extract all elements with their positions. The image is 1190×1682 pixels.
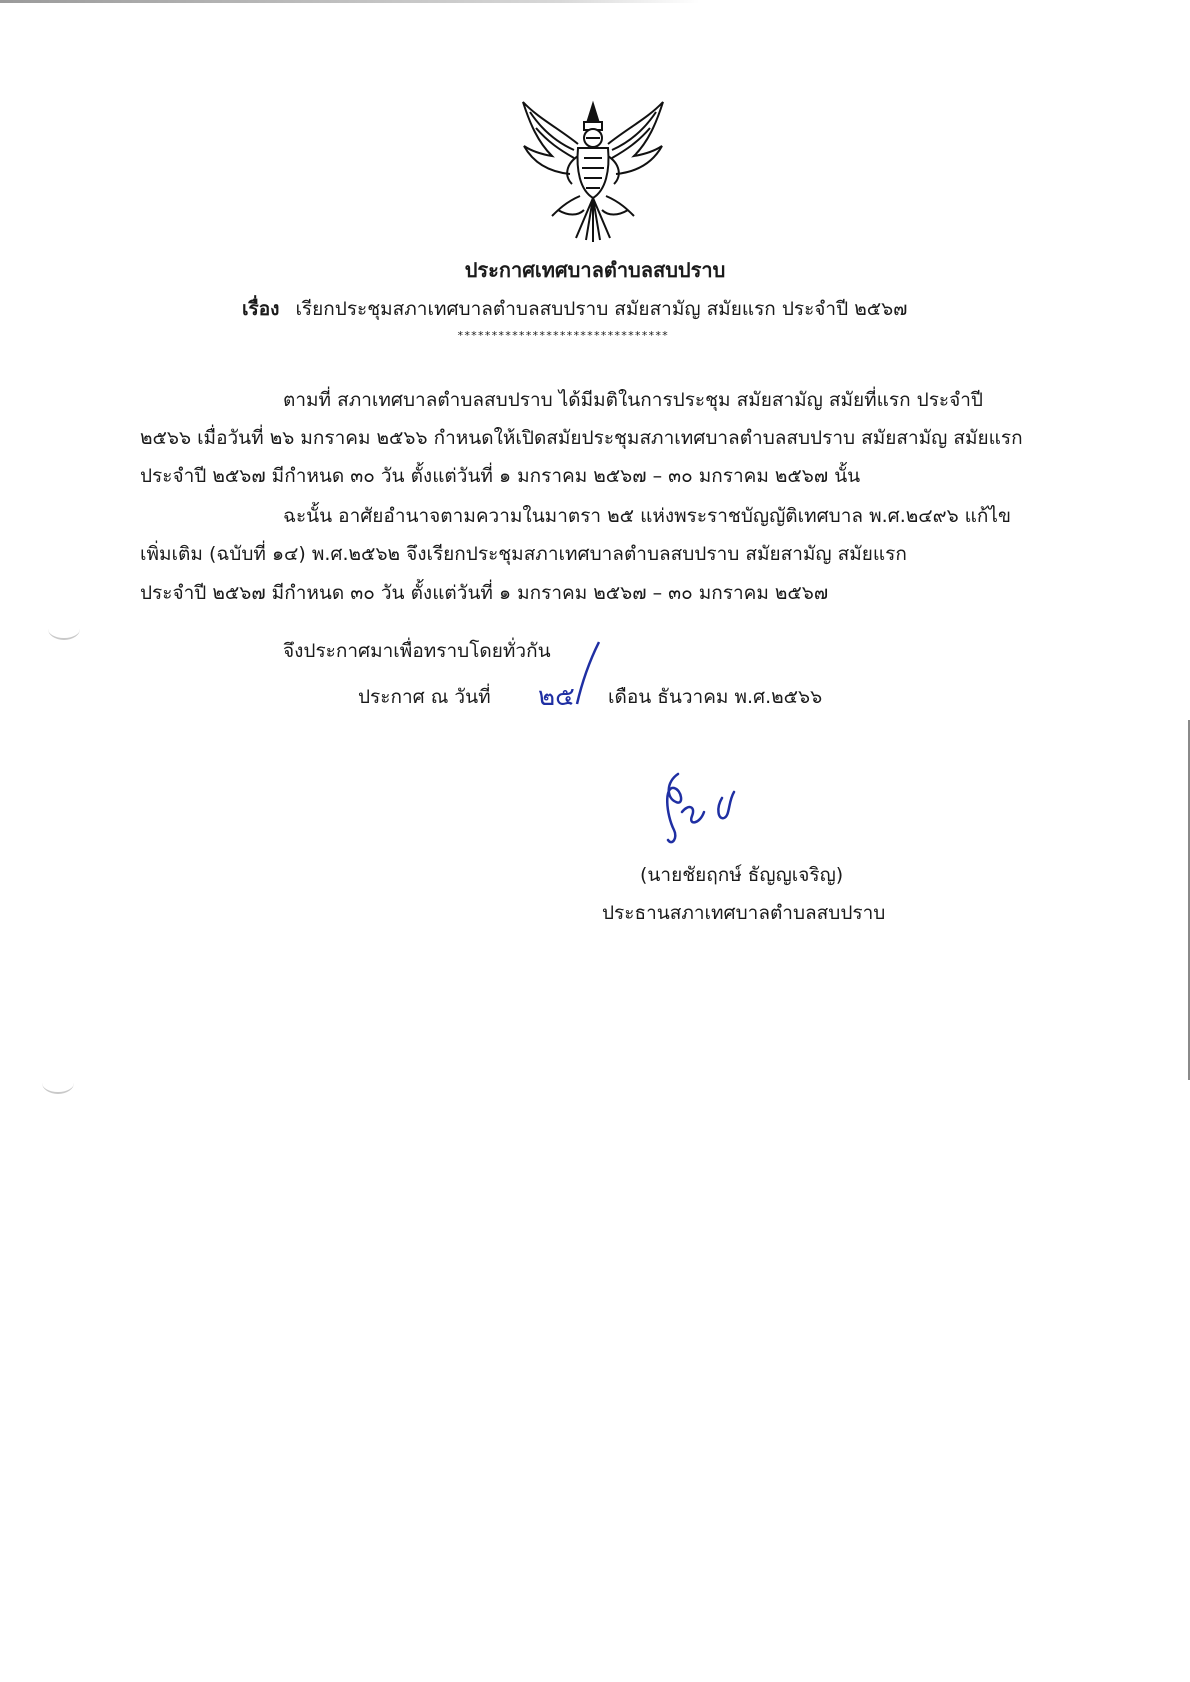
signer-position: ประธานสภาเทศบาลตำบลสบปราบ <box>602 902 886 924</box>
paragraph-2-line-1: ฉะนั้น อาศัยอำนาจตามความในมาตรา ๒๕ แห่งพระราชบัญญัติเทศบาล พ.ศ.๒๔๙๖ แก้ไข <box>283 505 1011 527</box>
document-title: ประกาศเทศบาลตำบลสบปราบ <box>464 258 726 282</box>
handwritten-tick-mark <box>525 638 600 710</box>
punch-hole-mark <box>42 1072 74 1094</box>
announce-date-prefix: ประกาศ ณ วันที่ <box>358 686 491 708</box>
paragraph-1-line-2: ๒๕๖๖ เมื่อวันที่ ๒๖ มกราคม ๒๕๖๖ กำหนดให้เปิดสมัยประชุมสภาเทศบาลตำบลสบปราบ สมัยสามัญ สมัยแรก <box>140 427 1023 449</box>
paragraph-2-line-3: ประจำปี ๒๕๖๗ มีกำหนด ๓๐ วัน ตั้งแต่วันที่ ๑ มกราคม ๒๕๖๗ – ๓๐ มกราคม ๒๕๖๗ <box>140 582 829 604</box>
document-subject <box>242 294 907 324</box>
subject-text: เรียกประชุมสภาเทศบาลตำบลสบปราบ สมัยสามัญ สมัยแรก ประจำปี ๒๕๖๗ <box>295 298 908 320</box>
garuda-emblem-icon <box>518 98 668 243</box>
paragraph-1-line-3: ประจำปี ๒๕๖๗ มีกำหนด ๓๐ วัน ตั้งแต่วันที่ ๑ มกราคม ๒๕๖๗ – ๓๐ มกราคม ๒๕๖๗ นั้น <box>140 465 861 487</box>
announce-date-day: ๒๕ <box>538 682 575 712</box>
subject-label: เรื่อง <box>242 298 280 320</box>
signer-name: (นายชัยฤกษ์ ธัญญเจริญ) <box>640 864 844 886</box>
separator-line: ******************************* <box>457 329 669 342</box>
handwritten-signature <box>660 768 755 848</box>
punch-hole-mark <box>48 618 80 640</box>
closing-line: จึงประกาศมาเพื่อทราบโดยทั่วกัน <box>283 640 551 662</box>
paragraph-2-line-2: เพิ่มเติม (ฉบับที่ ๑๔) พ.ศ.๒๕๖๒ จึงเรียกประชุมสภาเทศบาลตำบลสบปราบ สมัยสามัญ สมัยแรก <box>140 543 907 565</box>
paragraph-1-line-1: ตามที่ สภาเทศบาลตำบลสบปราบ ได้มีมติในการประชุม สมัยสามัญ สมัยที่แรก ประจำปี <box>283 389 983 411</box>
scan-top-edge <box>0 0 700 3</box>
announce-date-suffix: เดือน ธันวาคม พ.ศ.๒๕๖๖ <box>608 686 823 708</box>
